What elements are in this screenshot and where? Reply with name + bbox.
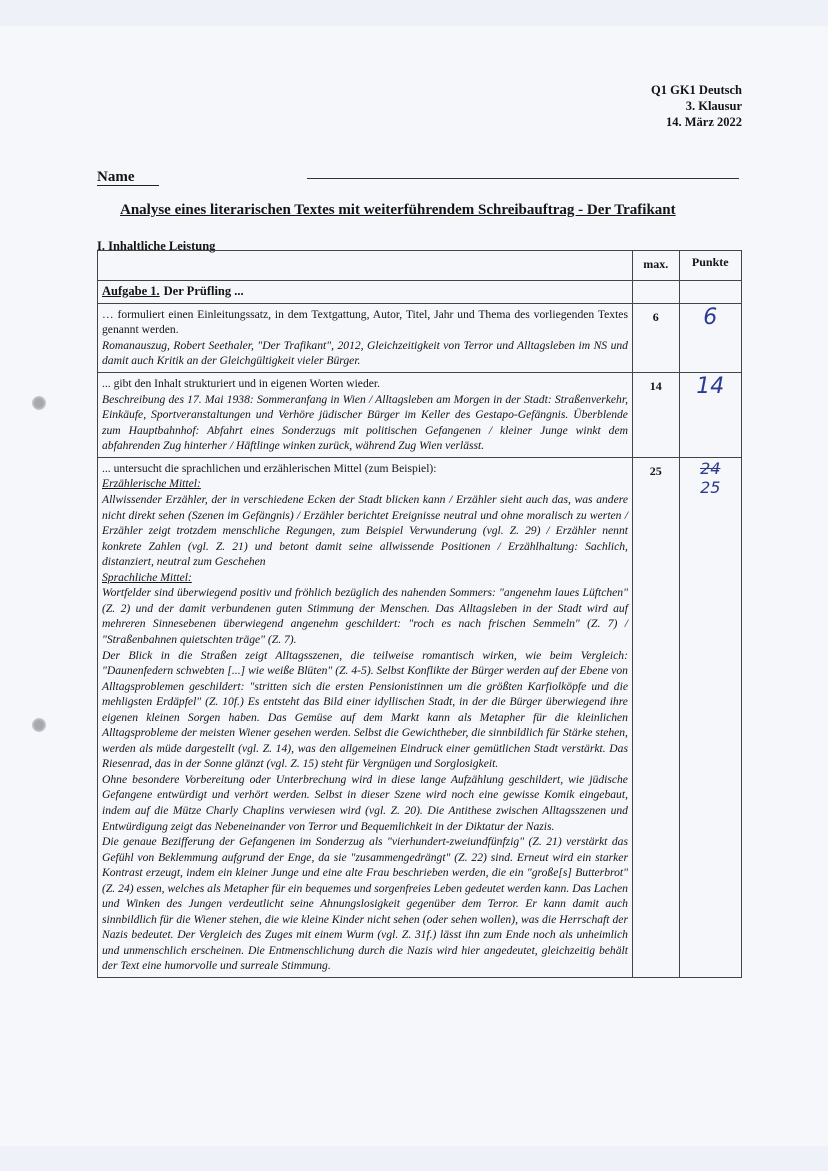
exam-date: 14. März 2022 [665,115,742,129]
table-row [98,372,742,457]
exam-header [651,82,742,130]
expectation-text: Die genaue Bezifferung der Gefangenen im Sonderzug als "vierhundert-zweiundfünfzig" (Z. 21) verstärkt das Gefühl von Beklemmung aufgrund der Enge, da sie "zusammengedrängt" (Z. 22) sind. Erneut wird ein starker Kontrast erzeugt, indem ein kleiner Junge und eine alte Frau beschrieben werden, die ein "große[s] Butterbrot" (Z. 24) essen, welches als Metapher für ein bequemes und sorgenfreies Leben gedeutet werden kann. Das Lachen und Winken des Jungen verdeutlicht seine Ahnungslosigkeit gegenüber dem Terror. Er kann damit auch sinnbildlich für die Wiener stehen, die wie kleine Kinder nicht sehen (oder sehen wollen), was die Herrschaft der Nazis bedeutet. Der Vergleich des Zuges mit einem Wurm (vgl. Z. 31f.) lässt ihn zum Ende noch als unheimlich und unmenschlich erscheinen. Die Entmenschlichung durch die Nazis wird hier angedeutet, gleichzeitig behält der Text eine humorvolle und surreale Stimmung. [102,835,628,973]
punch-hole-icon [32,718,46,732]
section-title: I. Inhaltliche Leistung [97,239,216,253]
max-points: 6 [632,303,679,372]
grading-table [97,250,742,978]
col-points-header: Punkte [679,251,741,281]
course-label: Q1 GK1 Deutsch [651,83,742,97]
criterion-text: ... gibt den Inhalt strukturiert und in eigenen Worten wieder. [102,376,380,390]
table-row [98,457,742,977]
page-title: Analyse eines literarischen Textes mit weiterführendem Schreibauftrag - Der Trafikant [120,202,676,218]
exam-label: 3. Klausur [685,99,742,113]
subheading-language: Sprachliche Mittel: [102,570,192,584]
max-points: 25 [632,457,679,977]
name-line [307,178,739,179]
awarded-points: 14 [696,373,725,399]
criterion-text: ... untersucht die sprachlichen und erzählerischen Mittel (zum Beispiel): [102,461,437,475]
expectation-text: Beschreibung des 17. Mai 1938: Sommeranfang in Wien / Alltagsleben am Morgen in der Stadt: Straßenverkehr, Einkäufe, Sportveranstaltungen und Verhöre jüdischer Bürger im Keller des Gestapo-Gefängnis. Überblende zum Hauptbahnhof: Abfahrt eines Sonderzugs mit politischen Gefangenen / kleiner Junge winkt dem abfahrenden Zug hinterher / Häftlinge winken zurück, während Zug Wien verlässt. [102,392,628,453]
exam-sheet [0,26,828,1146]
expectation-text: Wortfelder sind überwiegend positiv und fröhlich bezüglich des nahenden Sommers: "angenehm laues Lüftchen" (Z. 2) und der damit verbundenen guten Stimmung der Menschen. Das Alltagsleben in der Stadt wird auf mehreren Sinnesebenen überwiegend angenehm geschildert: "roch es nach frischen Semmeln" (Z. 7) / "Straßenbahnen quietschten träge" (Z. 7). [102,586,628,646]
task-row [98,281,742,304]
awarded-points: 6 [703,304,718,330]
expectation-text: Der Blick in die Straßen zeigt Alltagsszenen, die teilweise romantisch wirken, wie beim Vergleich: "Daunenfedern schwebten [...] wie weiße Blüten" (Z. 4-5). Selbst Konflikte der Bürger werden auf der Ebene von Alltagsproblemen geschildert: "stritten sich die ersten Pensionistinnen um die größten Karfiolköpfe und die mehligsten Erdäpfel" (Z. 10f.) Es entsteht das Bild einer idyllischen Stadt, in der die Bürger überwiegend ihre eigenen kleinen Sorgen haben. Das Gemüse auf dem Markt kann als Metapher für die kleinlichen Alltagsprobleme der meisten Wiener gesehen werden. Selbst die Gewichtheber, die sinnbildlich für Stärke stehen, werden als müde dargestellt (vgl. Z. 14), was den allgemeinen Eindruck einer gemütlichen Stadt verstärkt. Das Riesenrad, das in der Sonne glänzt (vgl. Z. 15) steht für Vergnügen und Sorglosigkeit. [102,648,628,771]
max-points: 14 [632,372,679,457]
expectation-text: Ohne besondere Vorbereitung oder Unterbrechung wird in diese lange Aufzählung geschildert, wie jüdische Gefangene entwürdigt und verhört werden. Selbst in dieser Szene wird noch eine gewisse Komik eingebaut, indem auf die Mütze Charly Chaplins verwiesen wird (vgl. Z. 20). Die Antithese zwischen Alltagsszenen und Entwürdigung zeigt das Nebeneinander von Terror und Bequemlichkeit in der Diktatur der Nazis. [102,772,628,833]
expectation-text: Romanauszug, Robert Seethaler, "Der Trafikant", 2012, Gleichzeitigkeit von Terror und Alltagsleben im NS und damit auch Kritik an der Gleichgültigkeit vieler Bürger. [102,338,628,368]
col-max-header: max. [632,251,679,281]
task-label: Aufgabe 1. [102,284,160,298]
expectation-text: Allwissender Erzähler, der in verschiedene Ecken der Stadt blicken kann / Erzähler sieht auch das, was andere nicht direkt sehen (Szenen im Gefängnis) / Erzähler berichtet Ereignisse neutral und ohne moralisch zu werten / Erzähler zeigt trotzdem menschliche Regungen, zum Beispiel Verwunderung (vgl. Z. 29) / Erzähler nennt konkrete Zahlen (vgl. Z. 21) und betont damit seine allwissende Positionen / Erzählhaltung: Sachlich, distanziert, neutral zum Geschehen [102,493,628,569]
punch-hole-icon [32,396,46,410]
task-text: Der Prüfling ... [163,284,244,298]
name-row [97,168,742,186]
table-row [98,303,742,372]
awarded-points: 25 [700,477,721,497]
crossed-out-points: 24 [700,458,721,478]
task-heading [98,281,633,304]
criterion-text: … formuliert einen Einleitungssatz, in dem Textgattung, Autor, Titel, Jahr und Thema des vorliegenden Textes genannt werden. [102,307,628,337]
name-label: Name [97,169,159,186]
table-header-row [98,251,742,281]
subheading-narrative: Erzählerische Mittel: [102,477,201,491]
